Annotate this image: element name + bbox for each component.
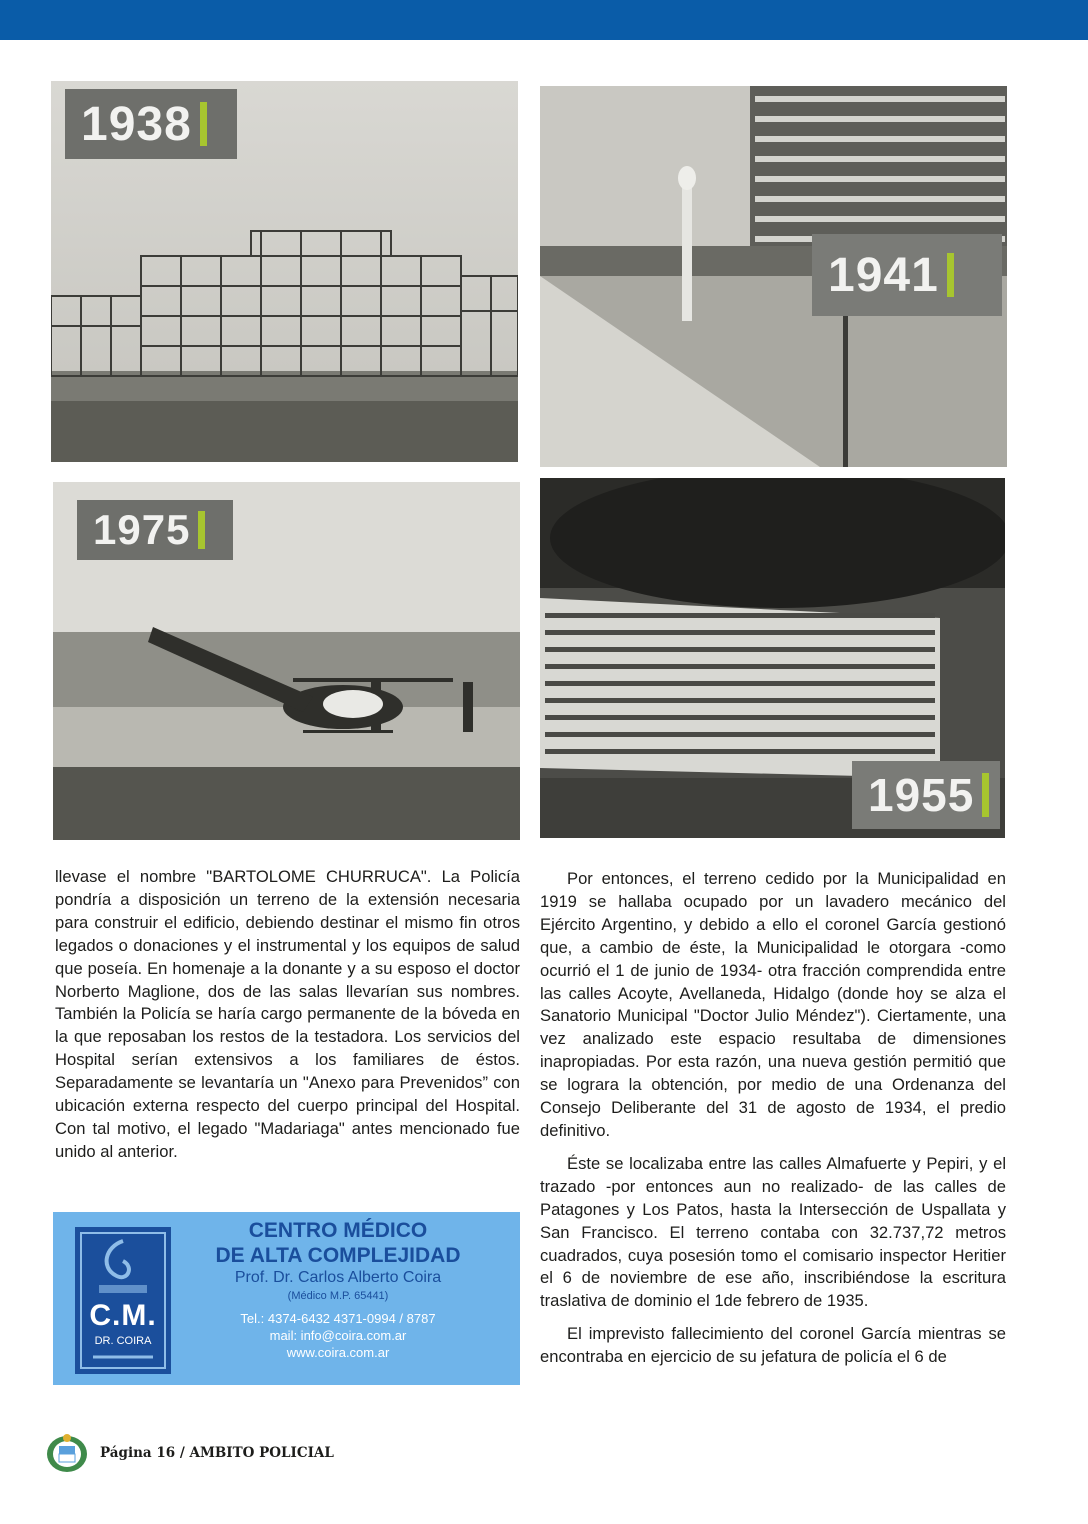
year-text: 1941 xyxy=(828,248,939,302)
header-bar xyxy=(0,0,1088,40)
photo-1975 xyxy=(53,482,520,840)
article-column-right xyxy=(540,868,1006,1379)
photo-1938 xyxy=(51,81,518,462)
year-label xyxy=(852,761,1000,829)
logo-subtitle: DR. COIRA xyxy=(94,1335,152,1347)
article-column-left xyxy=(55,866,520,1174)
year-text: 1975 xyxy=(93,506,191,553)
article-paragraph: Éste se localizaba entre las calles Almafuerte y Pepiri, y el trazado -por entonces aun no realizado- de las calles de Patagones y Los Patos, hasta la Intersección de Uspallata y San Francisco. El terreno contaba con 32.737,72 metros cuadrados, cuya posesión tomo el comisario inspector Heritier el 6 de noviembre de ese año, inscribiéndose la escritura traslativa de dominio el 1de febrero de 1935. xyxy=(540,1153,1006,1311)
clinic-advertisement xyxy=(53,1212,520,1385)
photo-1941 xyxy=(540,86,1007,467)
year-label xyxy=(77,500,233,560)
article-paragraph: Por entonces, el terreno cedido por la Municipalidad en 1919 se hallaba ocupado por un lavadero mecánico del Ejército Argentino, y debido a ello el coronel García gestionó que, a cambio de éste, la Municipalidad le otorgara -como ocurrió el 1 de junio de 1934- otra fracción comprendida entre las calles Acoyte, Avellaneda, Hidalgo (donde hoy se alza el Sanatorio Municipal "Doctor Julio Méndez"). Ciertamente, una vez analizado este espacio resultaba de dimensiones inapropiadas. Por esta razón, una nueva gestión permitió que se lograra la obtención, por medio de una Ordenanza del Consejo Deliberante del 31 de agosto de 1934, el predio definitivo. xyxy=(540,869,1006,1140)
year-text: 1938 xyxy=(81,97,192,151)
clinic-details xyxy=(193,1218,483,1361)
photo-1955 xyxy=(540,478,1005,838)
article-paragraph: El imprevisto fallecimiento del coronel García mientras se encontraba en ejercicio de su jefatura de policía el 6 de xyxy=(540,1324,1006,1367)
clinic-website[interactable]: www.coira.com.ar xyxy=(286,1345,390,1360)
article-paragraph: llevase el nombre "BARTOLOME CHURRUCA". La Policía pondría a disposición un terreno de la extensión necesaria para construir el edificio, debiendo destinar el mismo fin otros legados o donaciones y el instrumental y los equipos de salud que poseía. En homenaje a la donante y a su esposo el doctor Norberto Maglione, dos de las salas llevarían sus nombres. También la Policía se haría cargo permanente de la bóveda en la que reposaban los restos de la testadora. Los servicios del Hospital serían extensivos a los familiares de éstos. Separadamente se levantaría un "Anexo para Prevenidos” con ubicación externa respecto del cuerpo principal del Hospital. Con tal motivo, el legado "Madariaga" antes mencionado fue unido al anterior. xyxy=(55,867,520,1161)
year-accent-bar xyxy=(982,773,989,817)
clinic-email[interactable]: mail: info@coira.com.ar xyxy=(269,1328,407,1343)
clinic-license: (Médico M.P. 65441) xyxy=(287,1290,389,1302)
police-crest-icon xyxy=(44,1432,90,1474)
clinic-doctor: Prof. Dr. Carlos Alberto Coira xyxy=(234,1269,442,1286)
page-footer xyxy=(44,1432,334,1474)
year-text: 1955 xyxy=(868,769,975,821)
year-label xyxy=(65,89,237,159)
clinic-phone: Tel.: 4374-6432 4371-0994 / 8787 xyxy=(240,1311,436,1326)
logo-initials: C.M. xyxy=(89,1299,157,1332)
year-accent-bar xyxy=(200,102,207,146)
clinic-title-line2: DE ALTA COMPLEJIDAD xyxy=(215,1244,461,1267)
year-accent-bar xyxy=(947,253,954,297)
clinic-logo xyxy=(75,1227,171,1374)
year-label xyxy=(812,234,1002,316)
clinic-title-line1: CENTRO MÉDICO xyxy=(248,1219,428,1242)
page-label: Página 16 / AMBITO POLICIAL xyxy=(100,1445,334,1461)
year-accent-bar xyxy=(198,511,205,549)
